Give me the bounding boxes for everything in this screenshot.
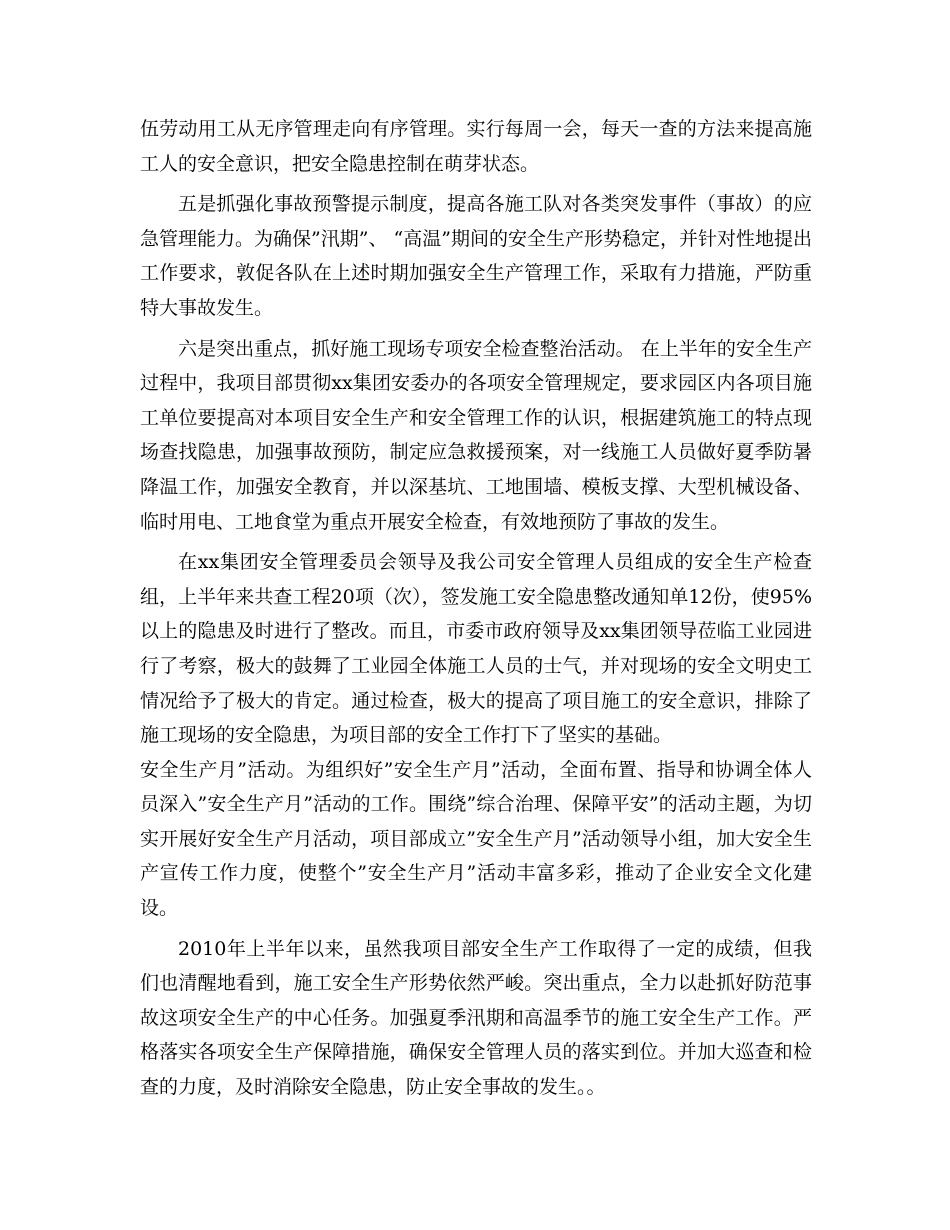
paragraph-special-inspection: 六是突出重点，抓好施工现场专项安全检查整治活动。 在上半年的安全生产过程中，我项目部贯彻xx集团安委办的各项安全管理规定，要求园区内各项目施工单位要提高对本项目安全生产和安全管理工作的认识，根据建筑施工的特点现场查找隐患，加强事故预防，制定应急救援预案，对一线施工人员做好夏季防暑降温工作，加强安全教育，并以深基坑、工地围墙、模板支撑、大型机械设备、临时用电、工地食堂为重点开展安全检查，有效地预防了事故的发生。 bbox=[140, 337, 812, 533]
paragraph-labor-management: 伍劳动用工从无序管理走向有序管理。实行每周一会，每天一查的方法来提高施工人的安全意识，把安全隐患控制在萌芽状态。 bbox=[140, 118, 812, 175]
paragraph-accident-warning: 五是抓强化事故预警提示制度，提高各施工队对各类突发事件（事故）的应急管理能力。为确保”汛期”、 “高温”期间的安全生产形势稳定，并针对性地提出工作要求，敦促各队在上述时期加强安全生产管理工作，采取有力措施，严防重特大事故发生。 bbox=[140, 193, 812, 319]
paragraph-inspection-results: 在xx集团安全管理委员会领导及我公司安全管理人员组成的安全生产检查组，上半年来共查工程20项（次），签发施工安全隐患整改通知单12份，使95%以上的隐患及时进行了整改。而且，市委市政府领导及xx集团领导莅临工业园进行了考察，极大的鼓舞了工业园全体施工人员的士气，并对现场的安全文明史工情况给予了极大的肯定。通过检查，极大的提高了项目施工的安全意识，排除了施工现场的安全隐患，为项目部的安全工作打下了坚实的基础。 bbox=[140, 551, 812, 747]
document-body bbox=[140, 112, 812, 1105]
paragraph-outlook: 2010年上半年以来，虽然我项目部安全生产工作取得了一定的成绩，但我们也清醒地看到，施工安全生产形势依然严峻。突出重点，全力以赴抓好防范事故这项安全生产的中心任务。加强夏季汛期和高温季节的施工安全生产工作。严格落实各项安全生产保障措施，确保安全管理人员的落实到位。并加大巡查和检查的力度，及时消除安全隐患，防止安全事故的发生。。 bbox=[140, 937, 812, 1099]
paragraph-safety-month: 安全生产月”活动。为组织好”安全生产月”活动，全面布置、指导和协调全体人员深入”安全生产月”活动的工作。围绕”综合治理、保障平安”的活动主题，为切实开展好安全生产月活动，项目部成立”安全生产月”活动领导小组，加大安全生产宣传工作力度，使整个”安全生产月”活动丰富多彩，推动了企业安全文化建设。 bbox=[140, 758, 812, 920]
